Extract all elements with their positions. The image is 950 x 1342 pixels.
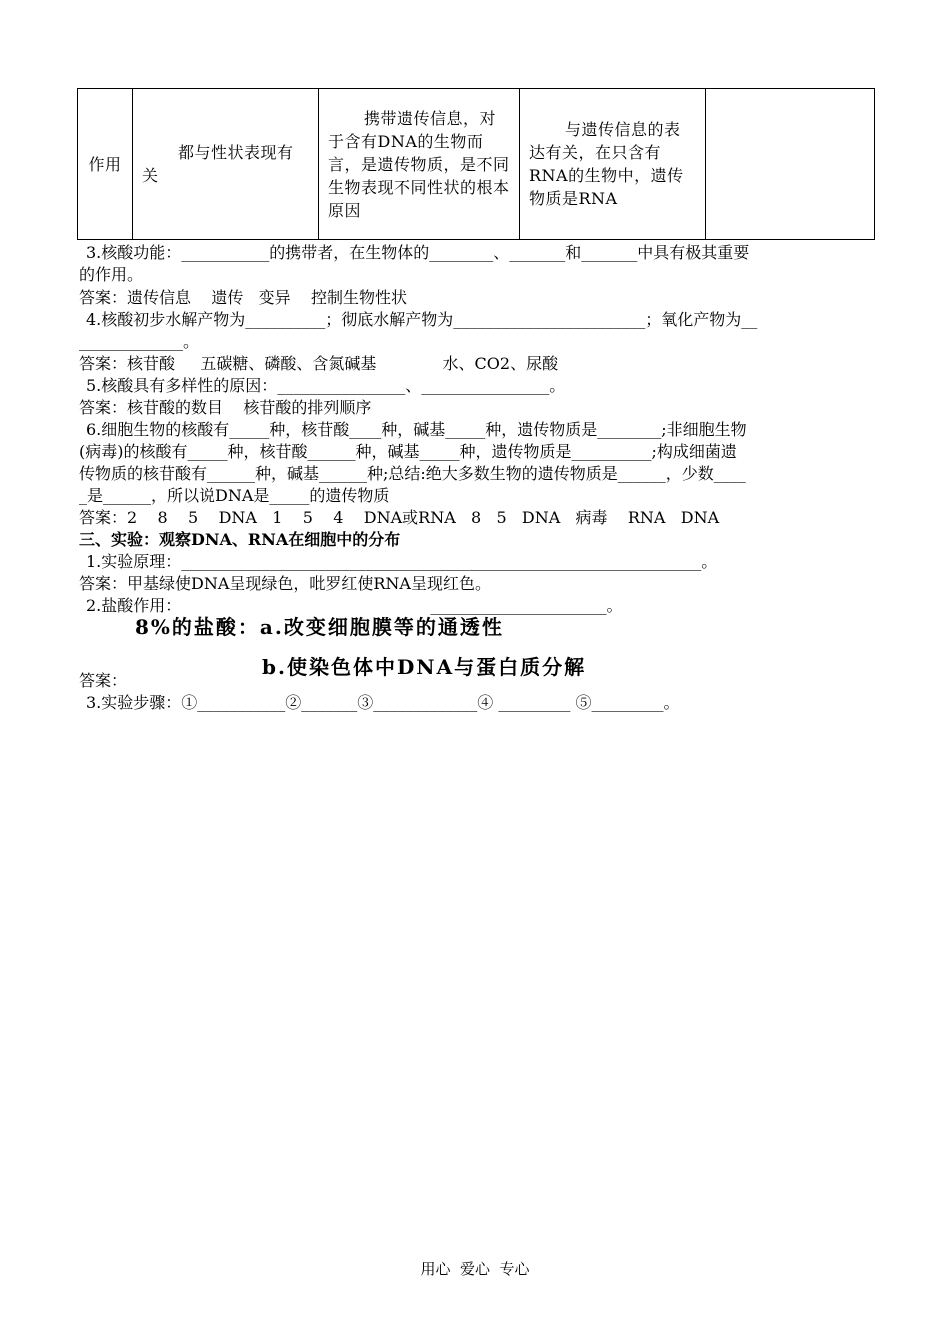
table-cell: 携带遗传信息，对于含有DNA的生物而言，是遗传物质，是不同生物表现不同性状的根本原因: [319, 89, 520, 240]
function-table: [77, 88, 875, 240]
page-footer: 用心 爱心 专心: [420, 1260, 530, 1278]
answer-6: 答案：2 8 5 DNA 1 5 4 DNA或RNA 8 5 DNA 病毒 RNA DNA: [79, 508, 720, 527]
answer-3: 答案：遗传信息 遗传 变异 控制生物性状: [79, 288, 407, 307]
hydrochloric-acid-note-b: b.使染色体中DNA与蛋白质分解: [262, 655, 587, 679]
experiment-answer-2: 答案：: [79, 671, 128, 690]
question-3-line-1: 3.核酸功能：___________的携带者，在生物体的________、_______和_______中具有极其重要: [86, 243, 750, 262]
table-row: [78, 89, 875, 240]
answer-5: 答案：核苷酸的数目 核苷酸的排列顺序: [79, 398, 372, 417]
section-3-heading: 三、实验：观察DNA、RNA在细胞中的分布: [79, 530, 401, 549]
question-6-line-2: (病毒)的核酸有_____种，核苷酸______种，碱基_____种，遗传物质是__________;构成细菌遗: [79, 442, 737, 461]
question-4-line-2: _____________。: [79, 332, 200, 351]
experiment-1: 1.实验原理：_________________________________________________________________。: [86, 552, 718, 571]
hydrochloric-acid-note-a: 8%的盐酸：a.改变细胞膜等的通透性: [135, 615, 504, 639]
experiment-3: 3.实验步骤：①___________②_______③_____________④ _________ ⑤_________。: [86, 693, 680, 712]
question-4-line-1: 4.核酸初步水解产物为__________；彻底水解产物为________________________；氧化产物为__: [86, 310, 758, 329]
table-cell: 与遗传信息的表达有关，在只含有RNA的生物中，遗传物质是RNA: [520, 89, 706, 240]
question-6-line-4: _是______，所以说DNA是_____的遗传物质: [79, 486, 390, 505]
row-label-cell: 作用: [78, 89, 133, 240]
experiment-answer-1: 答案：甲基绿使DNA呈现绿色，吡罗红使RNA呈现红色。: [79, 574, 491, 593]
question-6-line-1: 6.细胞生物的核酸有_____种，核苷酸____种，碱基_____种，遗传物质是________;非细胞生物: [86, 420, 747, 439]
question-6-line-3: 传物质的核苷酸有______种，碱基______种;总结:绝大多数生物的遗传物质是______，少数____: [79, 464, 746, 483]
question-5: 5.核酸具有多样性的原因：________________、________________。: [86, 376, 566, 395]
table-cell-empty: [706, 89, 875, 240]
answer-4: 答案：核苷酸 五碳糖、磷酸、含氮碱基 水、CO2、尿酸: [79, 354, 559, 373]
question-3-line-2: 的作用。: [79, 265, 144, 284]
table-cell: 都与性状表现有关: [133, 89, 319, 240]
experiment-2: 2.盐酸作用： ______________________。: [86, 596, 623, 615]
